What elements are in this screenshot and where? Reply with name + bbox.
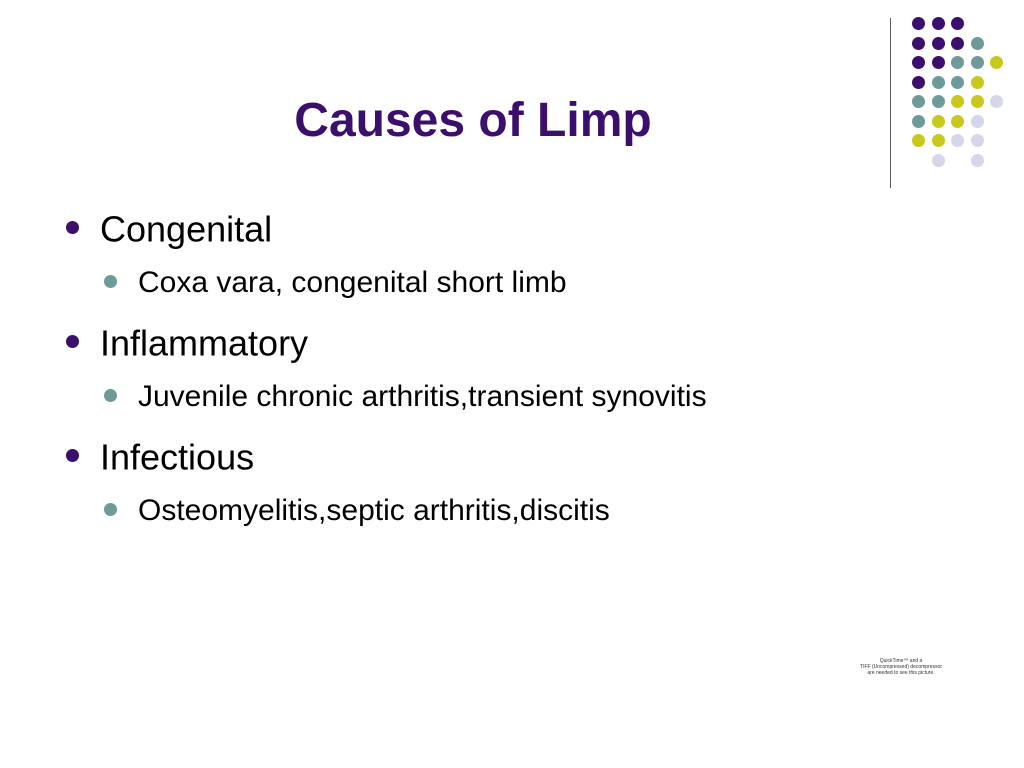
bullet-label: Congenital <box>100 208 273 250</box>
quicktime-placeholder-note <box>846 658 956 676</box>
sub-bullet-label: Osteomyelitis,septic arthritis,discitis <box>138 494 610 528</box>
sub-bullet-icon <box>104 389 117 402</box>
quicktime-note-line: are needed to see this picture. <box>867 670 935 676</box>
quicktime-note-line: QuickTime™ and a <box>879 658 923 664</box>
sub-bullet-label: Juvenile chronic arthritis,transient synovitis <box>138 380 707 414</box>
sub-bullet-icon <box>104 503 117 516</box>
bullet-icon <box>66 221 79 234</box>
bullet-icon <box>66 449 79 462</box>
bullet-item-infectious <box>66 435 254 477</box>
quicktime-note-line: TIFF (Uncompressed) decompressor <box>860 664 942 670</box>
slide-title: Causes of Limp <box>294 94 652 147</box>
bullet-label: Inflammatory <box>100 322 309 364</box>
bullet-item-inflammatory <box>66 321 308 363</box>
bullet-item-congenital <box>66 207 272 249</box>
bullet-label: Infectious <box>100 436 255 478</box>
sub-bullet-label: Coxa vara, congenital short limb <box>138 266 567 300</box>
sub-bullet-icon <box>104 275 117 288</box>
sub-bullet-item <box>104 493 610 528</box>
sub-bullet-item <box>104 265 567 300</box>
bullet-icon <box>66 335 79 348</box>
sub-bullet-item <box>104 379 707 414</box>
